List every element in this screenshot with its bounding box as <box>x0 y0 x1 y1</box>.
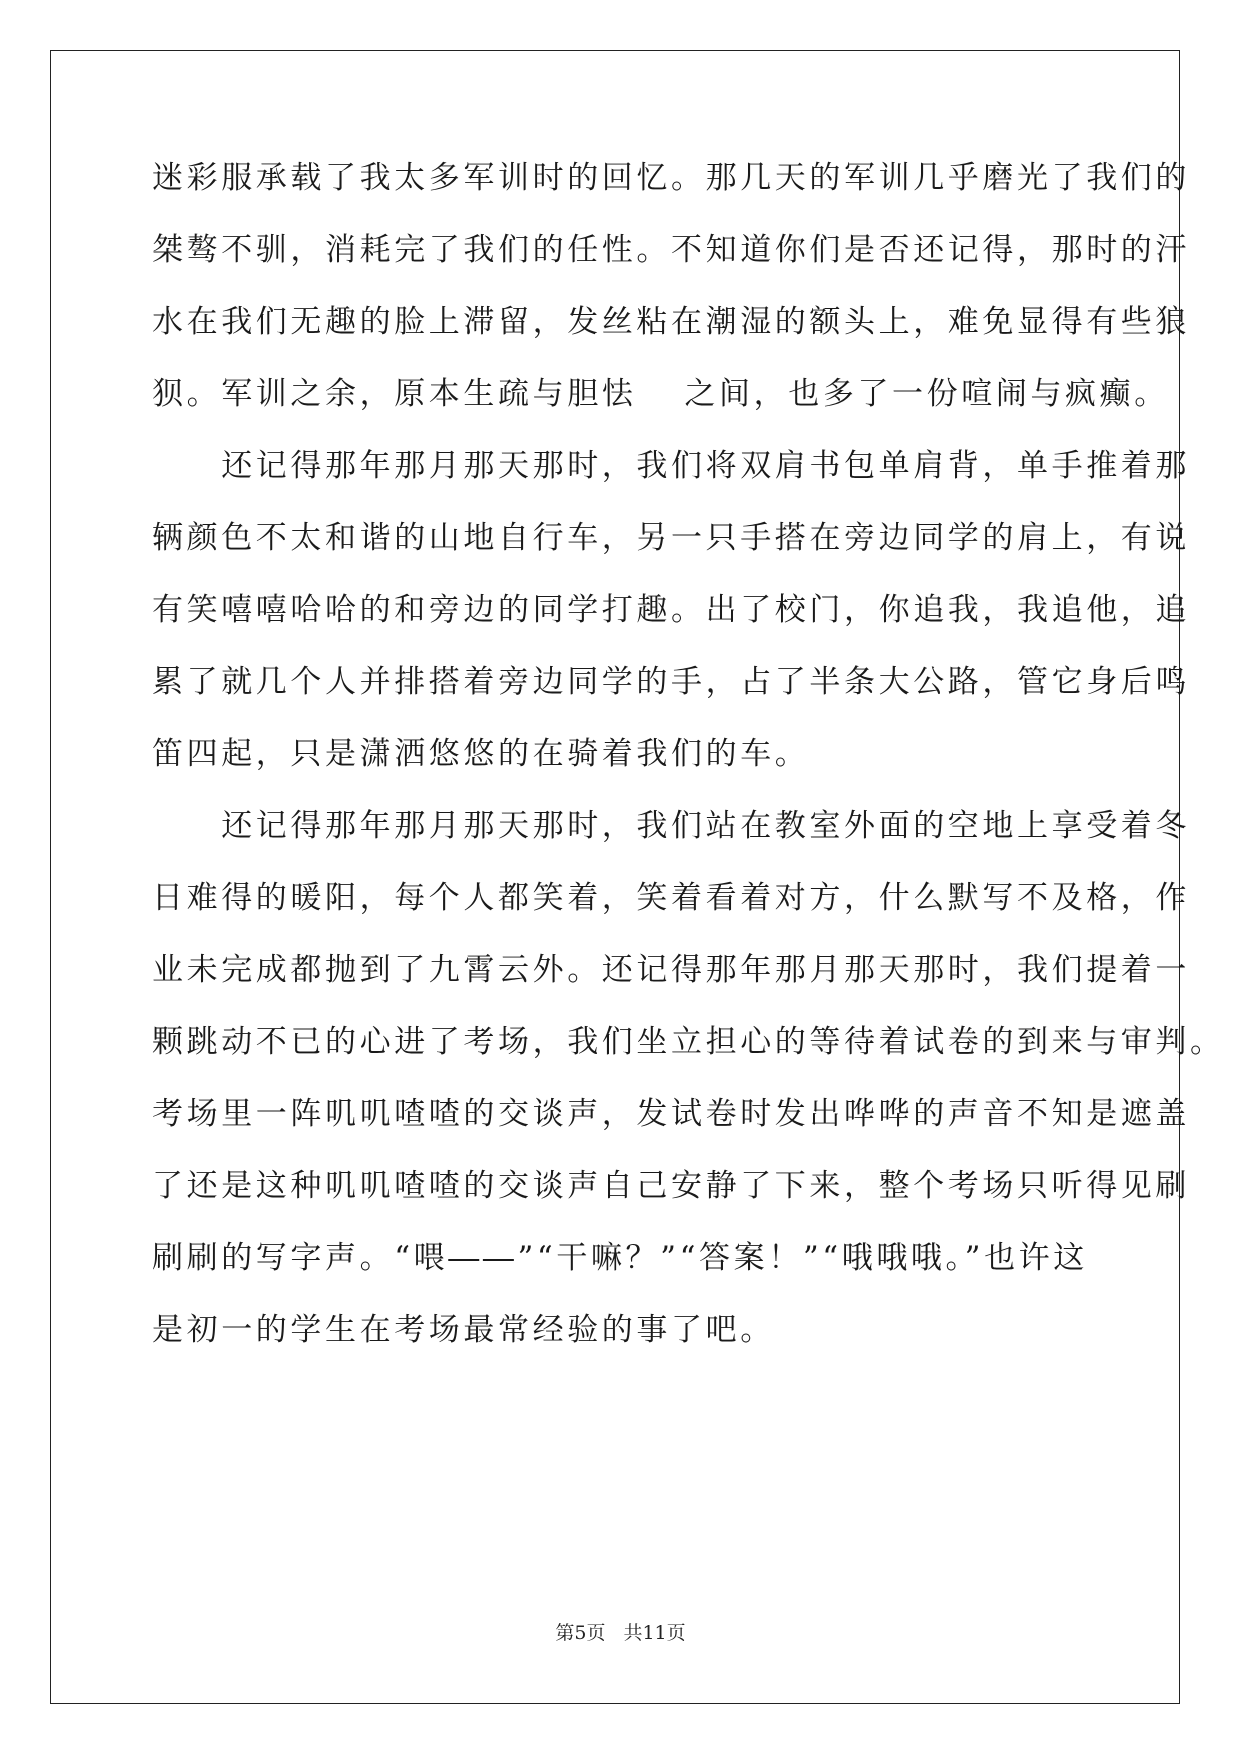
text-line: 日难得的暖阳，每个人都笑着，笑着看着对方，什么默写不及格，作 <box>152 880 1190 916</box>
text-line: 颗跳动不已的心进了考场，我们坐立担心的等待着试卷的到来与审判。 <box>152 1024 1225 1060</box>
text-line: 迷彩服承载了我太多军训时的回忆。那几天的军训几乎磨光了我们的 <box>152 160 1190 196</box>
text-line: 还记得那年那月那天那时，我们将双肩书包单肩背，单手推着那 <box>152 448 1190 484</box>
text-line: 考场里一阵叽叽喳喳的交谈声，发试卷时发出哗哗的声音不知是遮盖 <box>152 1096 1190 1132</box>
page-footer <box>0 1618 1241 1645</box>
page-number: 第5页 <box>555 1622 606 1644</box>
text-line: 水在我们无趣的脸上滞留，发丝粘在潮湿的额头上，难免显得有些狼 <box>152 304 1190 340</box>
text-line: 还记得那年那月那天那时，我们站在教室外面的空地上享受着冬 <box>152 808 1190 844</box>
text-line: 刷刷的写字声。“喂――”“干嘛？”“答案！”“哦哦哦。”也许这 <box>152 1240 1088 1276</box>
text-line: 了还是这种叽叽喳喳的交谈声自己安静了下来，整个考场只听得见刷 <box>152 1168 1190 1204</box>
text-line: 辆颜色不太和谐的山地自行车，另一只手搭在旁边同学的肩上，有说 <box>152 520 1190 556</box>
text-line: 笛四起，只是潇洒悠悠的在骑着我们的车。 <box>152 736 810 772</box>
page-border <box>50 50 1180 1704</box>
text-line: 有笑嘻嘻哈哈的和旁边的同学打趣。出了校门，你追我，我追他，追 <box>152 592 1190 628</box>
text-line: 累了就几个人并排搭着旁边同学的手，占了半条大公路，管它身后鸣 <box>152 664 1190 700</box>
text-line: 桀骜不驯，消耗完了我们的任性。不知道你们是否还记得，那时的汗 <box>152 232 1190 268</box>
text-line: 业未完成都抛到了九霄云外。还记得那年那月那天那时，我们提着一 <box>152 952 1190 988</box>
text-line: 狈。军训之余，原本生疏与胆怯 之间，也多了一份喧闹与疯癫。 <box>152 376 1169 412</box>
text-line: 是初一的学生在考场最常经验的事了吧。 <box>152 1312 775 1348</box>
page-total: 共11页 <box>623 1622 686 1644</box>
